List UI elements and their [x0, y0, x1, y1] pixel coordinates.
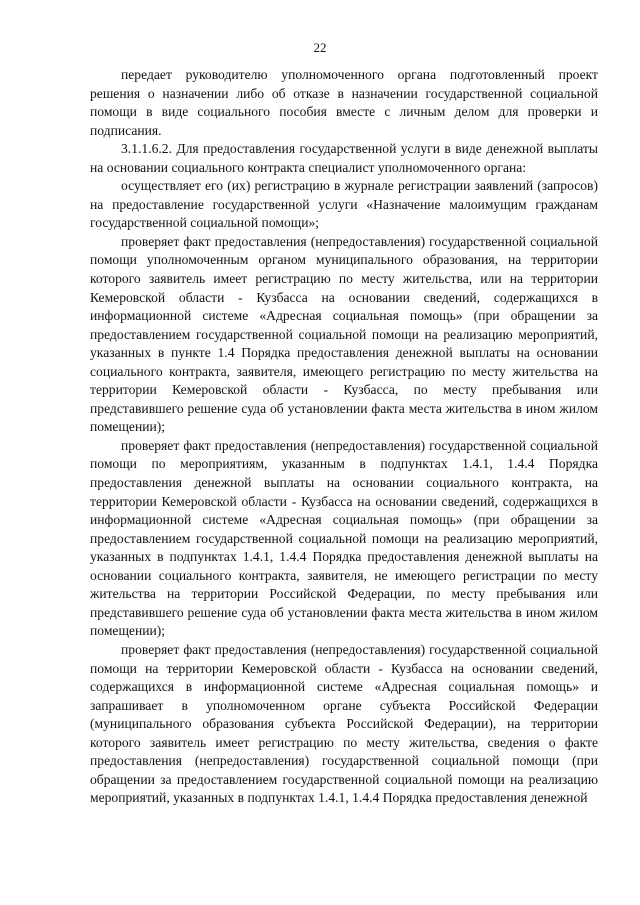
page-number: 22 — [313, 40, 327, 55]
paragraph-registration: осуществляет его (их) регистрацию в журнале регистрации заявлений (запросов) на предоставление государственной услуги «Назначение малоимущим гражданам государственной социальной помощи»; — [90, 178, 598, 231]
paragraph-check-municipal-assistance: проверяет факт предоставления (непредоставления) государственной социальной помощи уполномоченным органом муниципального образования, на территории которого заявитель имеет регистрацию по месту жительства, или на территории Кемеровской области - Кузбасса на основании сведений, содержащихся в информационной системе «Адресная социальная помощь» (при обращении за предоставлением государственной социальной помощи на реализацию мероприятий, указанных в пункте 1.4 Порядка предоставления денежной выплаты на основании социального контракта, заявителя, имеющего регистрацию по месту жительства на территории Кемеровской области - Кузбасса, по месту пребывания или представившего решение суда об установлении факта места жительства в ином жилом помещении); — [90, 233, 598, 435]
paragraph-check-measures-1-4-1-1-4-4: проверяет факт предоставления (непредоставления) государственной социальной помощи по мероприятиям, указанным в подпунктах 1.4.1, 1.4.4 Порядка предоставления денежной выплаты на основании социального контракта, на территории Кемеровской области - Кузбасса на основании сведений, содержащихся в информационной системе «Адресная социальная помощь» (при обращении за предоставлением государственной социальной помощи на реализацию мероприятий, указанных в подпунктах 1.4.1, 1.4.4 Порядка предоставления денежной выплаты на основании социального контракта, заявителя, не имеющего регистрации по месту жительства на территории Российской Федерации, по месту пребывания или представившего решение суда об установлении факта места жительства в ином жилом помещении); — [90, 437, 598, 639]
paragraph-submission-to-head: передает руководителю уполномоченного органа подготовленный проект решения о назначении либо об отказе в назначении государственной социальной помощи в виде социального пособия вместе с личным делом для проверки и подписания. — [90, 67, 598, 138]
paragraph-section-3-1-1-6-2: 3.1.1.6.2. Для предоставления государственной услуги в виде денежной выплаты на основании социального контракта специалист уполномоченного органа: — [90, 141, 598, 175]
paragraph-check-and-request-federal-subject: проверяет факт предоставления (непредоставления) государственной социальной помощи на территории Кемеровской области - Кузбасса на основании сведений, содержащихся в информационной системе «Адресная социальная помощь» и запрашивает в уполномоченном органе субъекта Российской Федерации (муниципального образования субъекта Российской Федерации), на территории которого заявитель имеет регистрацию по месту жительства, сведения о факте предоставления (непредоставления) государственной социальной помощи (при обращении за предоставлением государственной социальной помощи на реализацию мероприятий, указанных в подпунктах 1.4.1, 1.4.4 Порядка предоставления денежной — [90, 641, 598, 806]
body-text — [90, 66, 598, 808]
